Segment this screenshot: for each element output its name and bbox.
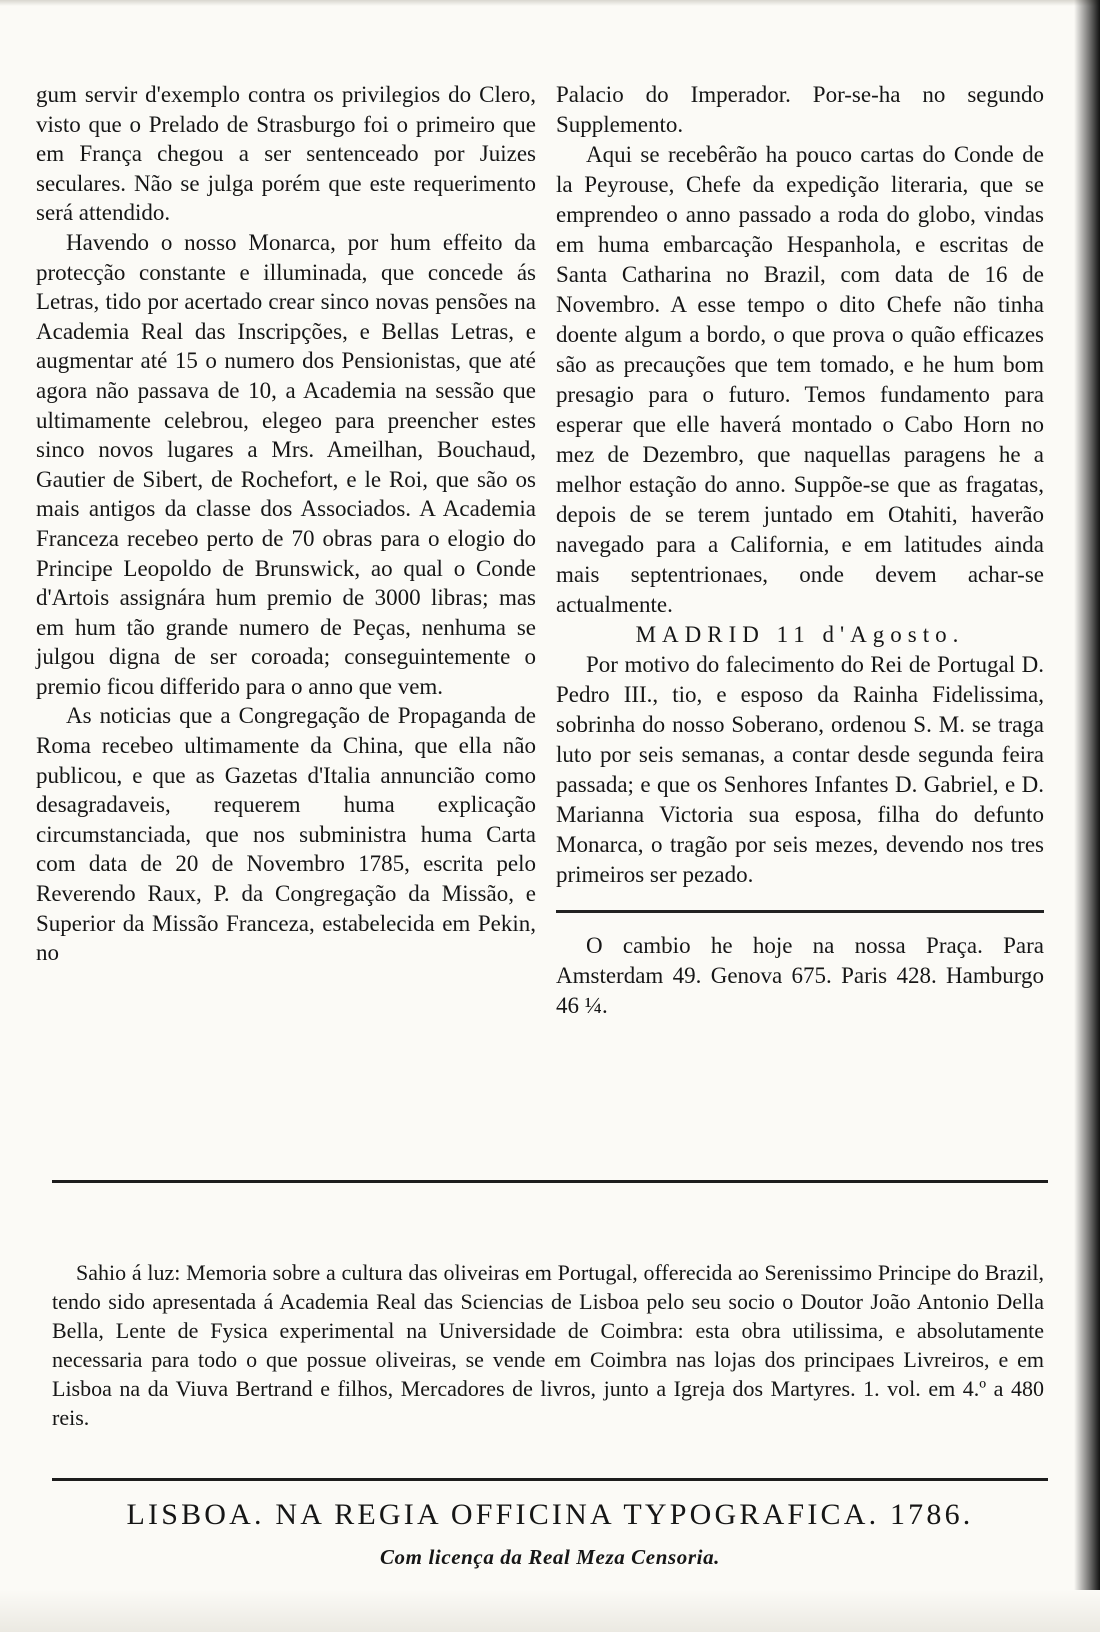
imprint-line: LISBOA. NA REGIA OFFICINA TYPOGRAFICA. 1786.	[126, 1498, 974, 1531]
page-binding-shadow	[1074, 0, 1100, 1632]
right-column	[556, 80, 1044, 1021]
page-bottom-edge	[0, 1590, 1100, 1632]
left-paragraph-2: Havendo o nosso Monarca, por hum effeito da protecção constante e illuminada, que concede ás Letras, tido por acertado crear sinco novas pensões na Academia Real das Inscripções, e Bellas Letras, e augmentar até 15 o numero dos Pensionistas, que até agora não passava de 10, a Academia na sessão que ultimamente celebrou, elegeo para preencher estes sinco novos lugares a Mrs. Ameilhan, Bouchaud, Gautier de Sibert, de Rochefort, e le Roi, que são os mais antigos da classe dos Associados. A Academia Franceza recebeo perto de 70 obras para o elogio do Principe Leopoldo de Brunswick, ao qual o Conde d'Artois assignára hum premio de 3000 libras; mas em hum tão grande numero de Peças, nenhuma se julgou digna de ser coroada; conseguintemente o premio ficou differido para o anno que vem.	[36, 229, 536, 699]
left-column	[36, 80, 536, 968]
censorship-line: Com licença da Real Meza Censoria.	[379, 1545, 721, 1569]
notice-top-rule	[52, 1180, 1048, 1183]
imprint-top-rule	[52, 1478, 1048, 1481]
page-top-edge	[0, 0, 1100, 6]
right-paragraph-1: Palacio do Imperador. Por-se-ha no segundo Supplemento.	[556, 82, 1044, 137]
exchange-rates: O cambio he hoje na nossa Praça. Para Amsterdam 49. Genova 675. Paris 428. Hamburgo 46 ¼.	[556, 933, 1044, 1018]
section-divider	[556, 910, 1044, 913]
right-paragraph-2: Aqui se recebêrão ha pouco cartas do Conde de la Peyrouse, Chefe da expedição literaria, que se emprendeo o anno passado a roda do globo, vindas em huma embarcação Hespanhola, e escritas de Santa Catharina no Brazil, com data de 16 de Novembro. A esse tempo o dito Chefe não tinha doente algum a bordo, o que prova o quão efficazes são as precauções que tem tomado, e he hum bom presagio para o futuro. Temos fundamento para esperar que elle haverá montado o Cabo Horn no mez de Dezembro, que naquellas paragens he a melhor estação do anno. Suppõe-se que as fragatas, depois de se terem juntado em Otahiti, haverão navegado para a California, e em latitudes ainda mais septentrionaes, onde devem achar-se actualmente.	[556, 142, 1044, 617]
book-notice-text: Sahio á luz: Memoria sobre a cultura das oliveiras em Portugal, offerecida ao Serenissimo Principe do Brazil, tendo sido apresentada á Academia Real das Sciencias de Lisboa pelo seu socio o Doutor João Antonio Della Bella, Lente de Fysica experimental na Universidade de Coimbra: esta obra utilissima, e absolutamente necessaria para todo o que possue oliveiras, se vende em Coimbra nas lojas dos principaes Livreiros, e em Lisboa na da Viuva Bertrand e filhos, Mercadores de livros, junto a Igreja dos Martyres. 1. vol. em 4.º a 480 reis.	[52, 1260, 1044, 1430]
dateline-madrid: MADRID 11 d'Agosto.	[635, 622, 965, 647]
left-paragraph-1: gum servir d'exemplo contra os privilegios do Clero, visto que o Prelado de Strasburgo foi o primeiro que em França chegou a ser sentenceado por Juizes seculares. Não se julga porém que este requerimento será attendido.	[36, 82, 536, 226]
book-notice	[52, 1258, 1044, 1432]
madrid-paragraph: Por motivo do falecimento do Rei de Portugal D. Pedro III., tio, e esposo da Rainha Fidelissima, sobrinha do nosso Soberano, ordenou S. M. se traga luto por seis semanas, a contar desde segunda feira passada; e que os Senhores Infantes D. Gabriel, e D. Marianna Victoria sua esposa, filha do defunto Monarca, o tragão por seis mezes, devendo nos tres primeiros ser pezado.	[556, 652, 1044, 887]
left-paragraph-3: As noticias que a Congregação de Propaganda de Roma recebeo ultimamente da China, que ella não publicou, e que as Gazetas d'Italia annuncião como desagradaveis, requerem huma explicação circumstanciada, que nos subministra huma Carta com data de 20 de Novembro 1785, escrita pelo Reverendo Raux, P. da Congregação da Missão, e Superior da Missão Franceza, estabelecida em Pekin, no	[36, 703, 536, 966]
